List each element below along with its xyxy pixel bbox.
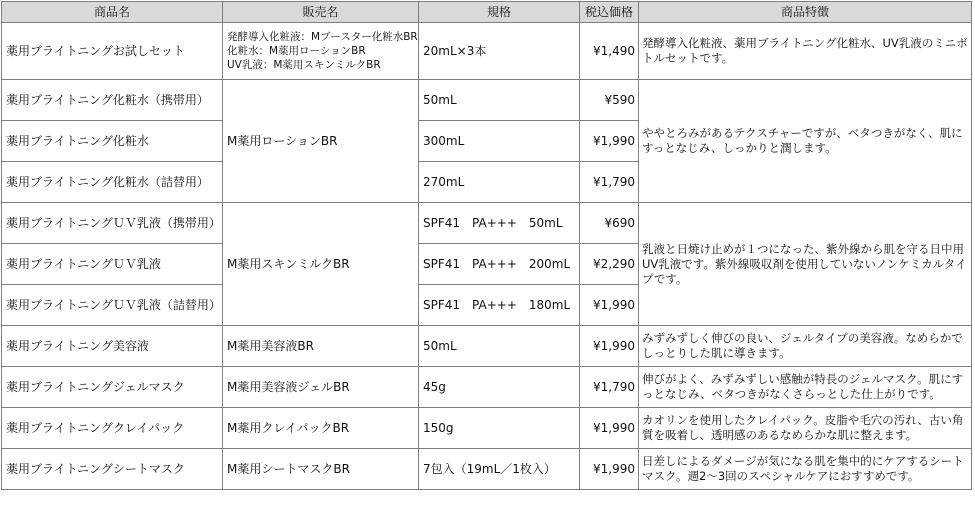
product-name-cell: 薬用ブライトニングＵＶ乳液（携帯用） (2, 203, 223, 244)
header-price: 税込価格 (580, 2, 639, 23)
sales-name-cell: M薬用クレイパックBR (223, 408, 419, 449)
product-name-cell: 薬用ブライトニングＵＶ乳液 (2, 244, 223, 285)
table-row (2, 367, 972, 408)
spec-cell: 270mL (419, 162, 580, 203)
table-row (2, 203, 972, 244)
spec-cell: 50mL (419, 80, 580, 121)
table-row (2, 408, 972, 449)
sales-name-cell: M薬用美容液BR (223, 326, 419, 367)
sales-name-cell (223, 23, 419, 80)
price-cell: ¥1,990 (580, 285, 639, 326)
spec-cell: 150g (419, 408, 580, 449)
table-row (2, 326, 972, 367)
product-name-cell: 薬用ブライトニング化粧水 (2, 121, 223, 162)
spec-cell: 7包入（19mL／1枚入） (419, 449, 580, 490)
spec-cell: 300mL (419, 121, 580, 162)
product-name-cell: 薬用ブライトニングＵＶ乳液（詰替用） (2, 285, 223, 326)
header-product-name: 商品名 (2, 2, 223, 23)
sales-name-cell: M薬用シートマスクBR (223, 449, 419, 490)
product-name-cell: 薬用ブライトニングお試しセット (2, 23, 223, 80)
table-row (2, 23, 972, 80)
product-name-cell: 薬用ブライトニングクレイパック (2, 408, 223, 449)
feature-cell: ややとろみがあるテクスチャーですが、ベタつきがなく、肌にすっとなじみ、しっかりと潤します。 (639, 80, 972, 203)
price-cell: ¥1,790 (580, 162, 639, 203)
table-row (2, 449, 972, 490)
product-name-cell: 薬用ブライトニング美容液 (2, 326, 223, 367)
sales-name-cell: M薬用美容液ジェルBR (223, 367, 419, 408)
spec-cell: SPF41 PA+++ 200mL (419, 244, 580, 285)
price-cell: ¥1,490 (580, 23, 639, 80)
product-name-cell: 薬用ブライトニング化粧水（携帯用） (2, 80, 223, 121)
sales-name-cell: M薬用スキンミルクBR (223, 203, 419, 326)
product-table (1, 1, 972, 490)
price-cell: ¥1,990 (580, 121, 639, 162)
price-cell: ¥2,290 (580, 244, 639, 285)
product-name-cell: 薬用ブライトニング化粧水（詰替用） (2, 162, 223, 203)
product-name-cell: 薬用ブライトニングジェルマスク (2, 367, 223, 408)
price-cell: ¥690 (580, 203, 639, 244)
header-spec: 規格 (419, 2, 580, 23)
spec-cell: 45g (419, 367, 580, 408)
product-table-container (1, 1, 972, 490)
header-feature: 商品特徴 (639, 2, 972, 23)
price-cell: ¥1,990 (580, 326, 639, 367)
price-cell: ¥590 (580, 80, 639, 121)
sales-name-line: 発酵導入化粧液：Mブースター化粧水BR (227, 31, 418, 43)
feature-cell: 乳液と日焼け止めが１つになった、紫外線から肌を守る日中用UV乳液です。紫外線吸収剤を使用していないノンケミカルタイプです。 (639, 203, 972, 326)
spec-cell: 50mL (419, 326, 580, 367)
spec-cell: 20mL×3本 (419, 23, 580, 80)
feature-cell: 伸びがよく、みずみずしい感触が特長のジェルマスク。肌にすっとなじみ、ベタつきがなくさらっとした仕上がりです。 (639, 367, 972, 408)
header-row (2, 2, 972, 23)
price-cell: ¥1,990 (580, 408, 639, 449)
header-sales-name: 販売名 (223, 2, 419, 23)
spec-cell: SPF41 PA+++ 180mL (419, 285, 580, 326)
sales-name-cell: M薬用ローションBR (223, 80, 419, 203)
price-cell: ¥1,790 (580, 367, 639, 408)
sales-name-line: UV乳液：M薬用スキンミルクBR (227, 59, 381, 71)
sales-name-line: 化粧水：M薬用ローションBR (227, 45, 366, 57)
feature-cell: 発酵導入化粧液、薬用ブライトニング化粧水、UV乳液のミニボトルセットです。 (639, 23, 972, 80)
spec-cell: SPF41 PA+++ 50mL (419, 203, 580, 244)
feature-cell: カオリンを使用したクレイパック。皮脂や毛穴の汚れ、古い角質を吸着し、透明感のあるなめらかな肌に整えます。 (639, 408, 972, 449)
price-cell: ¥1,990 (580, 449, 639, 490)
product-name-cell: 薬用ブライトニングシートマスク (2, 449, 223, 490)
table-row (2, 80, 972, 121)
feature-cell: 日差しによるダメージが気になる肌を集中的にケアするシートマスク。週2～3回のスペシャルケアにおすすめです。 (639, 449, 972, 490)
feature-cell: みずみずしく伸びの良い、ジェルタイプの美容液。なめらかでしっとりした肌に導きます。 (639, 326, 972, 367)
